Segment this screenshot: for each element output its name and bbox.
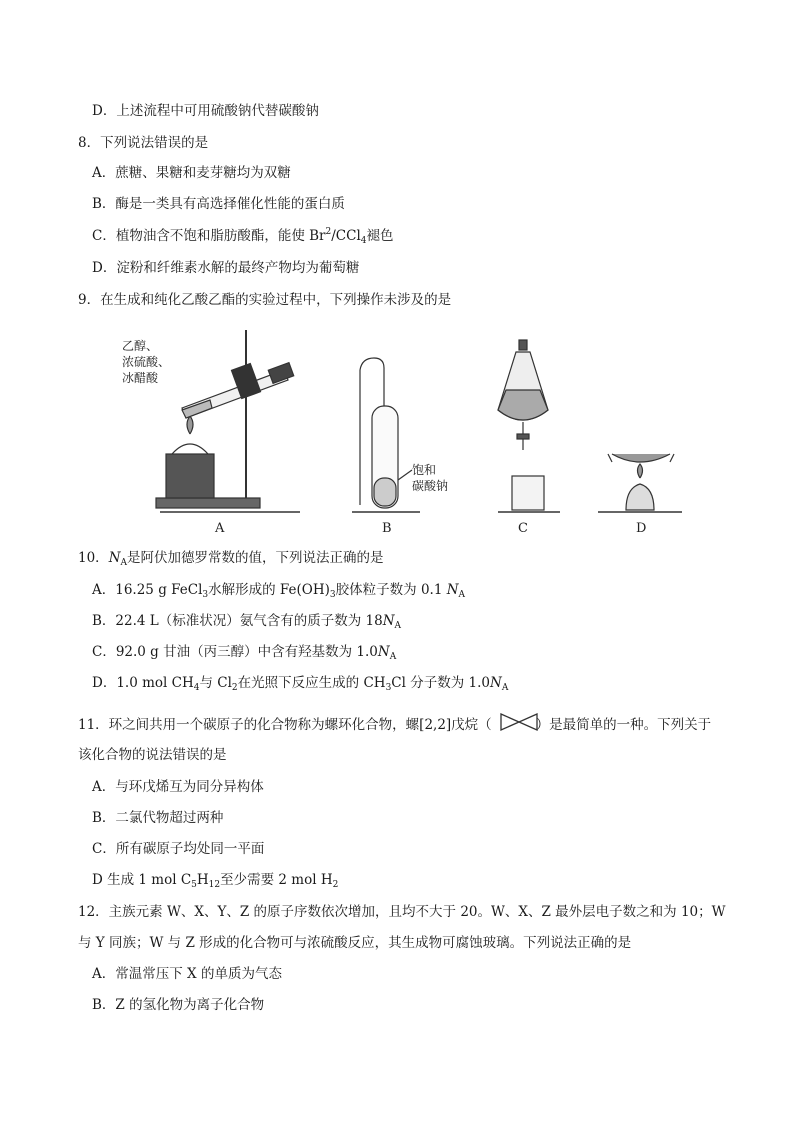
q8-option-a: A．蔗糖、果糖和麦芽糖均为双糖 <box>92 165 291 181</box>
alcohol-lamp <box>172 444 208 454</box>
q12-stem-line2: 与 Y 同族；W 与 Z 形成的化合物可与浓硫酸反应，其生成物可腐蚀玻璃。下列说法正确的是 <box>78 935 632 951</box>
stopcock <box>517 434 529 439</box>
apparatus-c <box>498 340 560 512</box>
label-pointer <box>398 470 412 480</box>
q10-option-c: C．92.0 g 甘油（丙三醇）中含有羟基数为 $1.0N_A$ <box>92 644 397 662</box>
q11-option-b: B．二氯代物超过两种 <box>92 810 224 826</box>
q12-option-a: A．常温常压下 X 的单质为气态 <box>92 966 282 982</box>
evaporating-dish <box>612 454 670 462</box>
q7-option-d: D．上述流程中可用硫酸钠代替碳酸钠 <box>92 103 319 119</box>
q10-option-b: B．22.4 L（标准状况）氨气含有的质子数为 $18N_A$ <box>92 613 402 631</box>
funnel-stopper <box>519 340 527 350</box>
q11-stem-line2: 该化合物的说法错误的是 <box>78 747 227 763</box>
q10-stem: 10．$N_A$是阿伏加德罗常数的值，下列说法正确的是 <box>78 550 384 568</box>
q11-option-c: C．所有碳原子均处同一平面 <box>92 841 265 857</box>
q11-option-d: D 生成 1 mol $C_5H_{12}$至少需要 2 mol $H_2$ <box>92 872 339 890</box>
iron-stand-base <box>156 498 260 508</box>
q8-option-d: D．淀粉和纤维素水解的最终产物均为葡萄糖 <box>92 260 360 276</box>
stopper <box>268 363 293 384</box>
q8-option-c: C．植物油含不饱和脂肪酸酯，能使 $Br^2/CCl_4$褪色 <box>92 227 394 246</box>
label-a-line1: 乙醇、 <box>122 339 159 353</box>
flame-d <box>638 464 643 478</box>
label-b-line1: 饱和 <box>412 463 437 477</box>
heating-block <box>166 454 214 498</box>
apparatus-letter-b: B <box>382 521 392 536</box>
spiropentane-structure-icon <box>499 712 539 732</box>
flame <box>187 416 193 434</box>
beaker <box>512 476 544 510</box>
apparatus-letter-a: A <box>215 521 225 536</box>
q9-stem: 9．在生成和纯化乙酸乙酯的实验过程中，下列操作未涉及的是 <box>78 292 452 308</box>
q10-option-a: A．16.25 g FeCl$_3$水解形成的 $Fe(OH)_3$胶体粒子数为 0.1 $N_A$ <box>92 582 466 600</box>
q8-option-b: B．酶是一类具有高选择催化性能的蛋白质 <box>92 196 345 212</box>
q8-stem: 8．下列说法错误的是 <box>78 135 209 151</box>
apparatus-figure <box>120 330 690 542</box>
apparatus-letter-c: C <box>518 521 528 536</box>
apparatus-a <box>156 330 300 512</box>
label-b-line2: 碳酸钠 <box>412 479 449 493</box>
q12-stem-line1: 12．主族元素 W、X、Y、Z 的原子序数依次增加，且均不大于 20。W、X、Z 最外层电子数之和为 10；W <box>78 904 726 920</box>
apparatus-d <box>598 454 682 512</box>
apparatus-letter-d: D <box>636 521 647 536</box>
funnel-liquid <box>498 390 548 420</box>
q11-stem-line1: 11．环之间共用一个碳原子的化合物称为螺环化合物，螺[2,2]戊烷（ ）是最简单的一种。下列关于 <box>78 717 712 733</box>
label-a-line2: 浓硫酸、 <box>122 355 171 369</box>
alcohol-lamp-d <box>626 484 654 510</box>
q12-option-b: B．Z 的氢化物为离子化合物 <box>92 997 265 1013</box>
sodium-carbonate-solution <box>374 478 396 506</box>
q10-option-d: D．1.0 mol $CH_4$与 $Cl_2$在光照下反应生成的 $CH_3Cl$ 分子数为 $1.0N_A$ <box>92 675 509 693</box>
q11-option-a: A．与环戊烯互为同分异构体 <box>92 779 264 795</box>
apparatus-b <box>352 358 420 512</box>
label-a-line3: 冰醋酸 <box>122 371 159 385</box>
